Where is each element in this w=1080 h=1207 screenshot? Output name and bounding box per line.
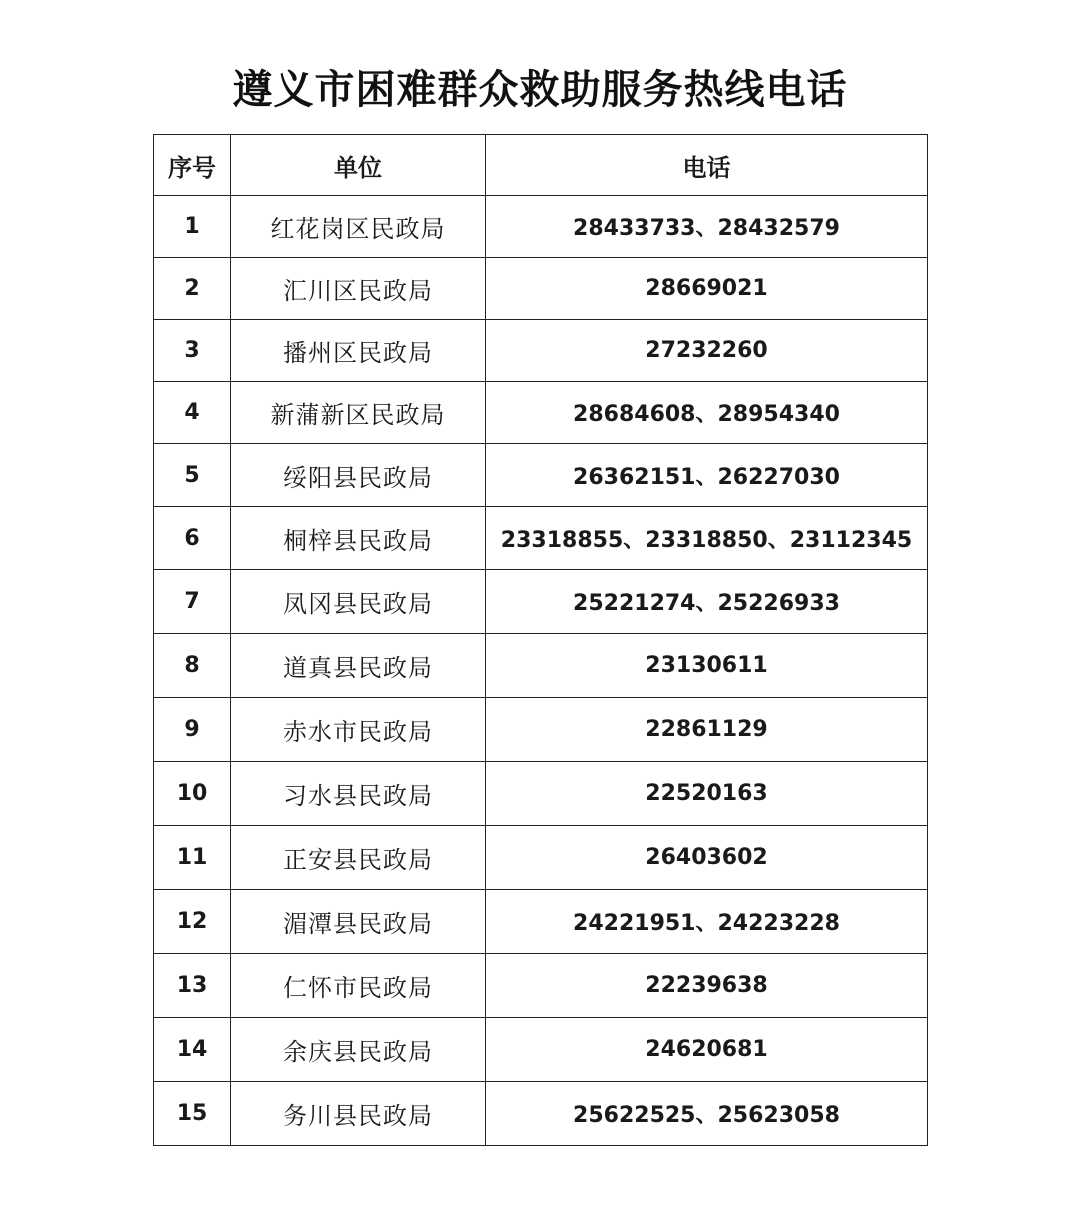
row-phone: 28669021 — [486, 258, 928, 320]
row-unit: 红花岗区民政局 — [231, 196, 486, 258]
table-row — [154, 507, 928, 570]
row-unit: 新蒲新区民政局 — [231, 382, 486, 444]
table-row — [154, 698, 928, 762]
table-row — [154, 320, 928, 382]
row-phone: 23130611 — [486, 634, 928, 698]
row-phone: 26403602 — [486, 826, 928, 890]
row-unit: 道真县民政局 — [231, 634, 486, 698]
header-index: 序号 — [154, 135, 231, 196]
row-index: 12 — [154, 890, 231, 954]
row-index: 2 — [154, 258, 231, 320]
row-index: 3 — [154, 320, 231, 382]
row-unit: 仁怀市民政局 — [231, 954, 486, 1018]
table-row — [154, 762, 928, 826]
row-index: 1 — [154, 196, 231, 258]
row-phone: 26362151、26227030 — [486, 444, 928, 507]
table-row — [154, 444, 928, 507]
row-index: 13 — [154, 954, 231, 1018]
hotline-table — [153, 134, 928, 1146]
table-row — [154, 1082, 928, 1146]
row-phone: 28433733、28432579 — [486, 196, 928, 258]
table-row — [154, 196, 928, 258]
row-unit: 余庆县民政局 — [231, 1018, 486, 1082]
row-unit: 务川县民政局 — [231, 1082, 486, 1146]
row-unit: 赤水市民政局 — [231, 698, 486, 762]
table-row — [154, 890, 928, 954]
table-row — [154, 826, 928, 890]
row-phone: 22520163 — [486, 762, 928, 826]
table-row — [154, 570, 928, 634]
table-row — [154, 382, 928, 444]
row-unit: 凤冈县民政局 — [231, 570, 486, 634]
header-phone: 电话 — [486, 135, 928, 196]
row-index: 9 — [154, 698, 231, 762]
table-row — [154, 1018, 928, 1082]
row-unit: 汇川区民政局 — [231, 258, 486, 320]
table-row — [154, 258, 928, 320]
row-phone: 22239638 — [486, 954, 928, 1018]
row-phone: 22861129 — [486, 698, 928, 762]
row-index: 14 — [154, 1018, 231, 1082]
row-unit: 习水县民政局 — [231, 762, 486, 826]
row-unit: 播州区民政局 — [231, 320, 486, 382]
page-title: 遵义市困难群众救助服务热线电话 — [232, 66, 848, 113]
row-index: 4 — [154, 382, 231, 444]
row-phone: 24620681 — [486, 1018, 928, 1082]
row-unit: 绥阳县民政局 — [231, 444, 486, 507]
row-unit: 湄潭县民政局 — [231, 890, 486, 954]
table-row — [154, 634, 928, 698]
row-index: 8 — [154, 634, 231, 698]
row-phone: 25622525、25623058 — [486, 1082, 928, 1146]
row-phone: 27232260 — [486, 320, 928, 382]
row-index: 10 — [154, 762, 231, 826]
row-index: 15 — [154, 1082, 231, 1146]
row-unit: 正安县民政局 — [231, 826, 486, 890]
row-phone: 25221274、25226933 — [486, 570, 928, 634]
row-index: 5 — [154, 444, 231, 507]
row-phone: 28684608、28954340 — [486, 382, 928, 444]
row-phone: 23318855、23318850、23112345 — [486, 507, 928, 570]
row-unit: 桐梓县民政局 — [231, 507, 486, 570]
row-index: 7 — [154, 570, 231, 634]
row-index: 11 — [154, 826, 231, 890]
table-row — [154, 954, 928, 1018]
header-unit: 单位 — [231, 135, 486, 196]
table-header-row — [154, 135, 928, 196]
row-index: 6 — [154, 507, 231, 570]
row-phone: 24221951、24223228 — [486, 890, 928, 954]
